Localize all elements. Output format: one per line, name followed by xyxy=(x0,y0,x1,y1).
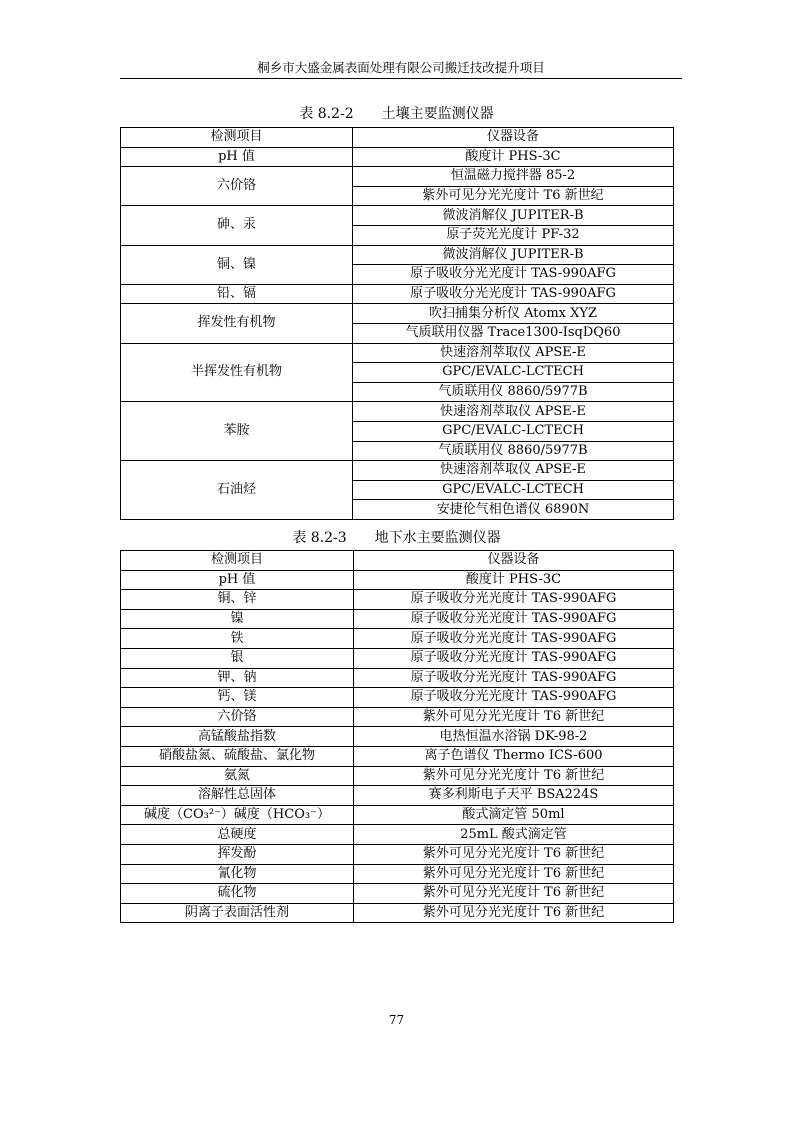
page-number: 77 xyxy=(388,1013,405,1027)
instrument-cell: 原子吸收分光光度计 TAS-990AFG xyxy=(354,609,674,629)
table-header-row xyxy=(121,551,674,571)
instrument-cell: 赛多利斯电子天平 BSA224S xyxy=(354,786,674,806)
test-item-cell: 氨氮 xyxy=(121,766,354,786)
test-item-cell: 钾、钠 xyxy=(121,668,354,688)
instrument-cell: 快速溶剂萃取仪 APSE-E xyxy=(353,343,674,363)
test-item-cell: 铜、锌 xyxy=(121,590,354,610)
table1-caption-number: 表 8.2-2 xyxy=(299,106,354,122)
table2-caption-title: 地下水主要监测仪器 xyxy=(374,530,501,546)
test-item-cell: 铜、镍 xyxy=(121,245,353,284)
table-row xyxy=(121,206,674,226)
table-row xyxy=(121,167,674,187)
table2-caption-number: 表 8.2-3 xyxy=(292,530,347,546)
table-row xyxy=(121,864,674,884)
instrument-cell: 紫外可见分光光度计 T6 新世纪 xyxy=(353,186,674,206)
test-item-cell: 六价铬 xyxy=(121,707,354,727)
soil-instrument-table xyxy=(120,127,674,520)
table-row xyxy=(121,343,674,363)
table-row xyxy=(121,707,674,727)
table-row xyxy=(121,609,674,629)
instrument-cell: 气质联用仪 8860/5977B xyxy=(353,382,674,402)
instrument-cell: 吹扫捕集分析仪 Atomx XYZ xyxy=(353,304,674,324)
table-row xyxy=(121,629,674,649)
table-row xyxy=(121,688,674,708)
table-row xyxy=(121,805,674,825)
test-item-cell: 石油烃 xyxy=(121,461,353,520)
instrument-cell: 紫外可见分光光度计 T6 新世纪 xyxy=(354,864,674,884)
instrument-cell: 原子吸收分光光度计 TAS-990AFG xyxy=(354,688,674,708)
table-row xyxy=(121,402,674,422)
column-header-instrument: 仪器设备 xyxy=(354,551,674,571)
test-item-cell: 硫化物 xyxy=(121,884,354,904)
column-header-item: 检测项目 xyxy=(121,128,353,148)
instrument-cell: 原子吸收分光光度计 TAS-990AFG xyxy=(353,265,674,285)
table-row xyxy=(121,648,674,668)
table-row xyxy=(121,668,674,688)
instrument-cell: 紫外可见分光光度计 T6 新世纪 xyxy=(354,707,674,727)
table-row xyxy=(121,245,674,265)
instrument-cell: 原子荧光光度计 PF-32 xyxy=(353,225,674,245)
table-row xyxy=(121,727,674,747)
column-header-instrument: 仪器设备 xyxy=(353,128,674,148)
instrument-cell: 紫外可见分光光度计 T6 新世纪 xyxy=(354,884,674,904)
test-item-cell: 苯胺 xyxy=(121,402,353,461)
table-row xyxy=(121,304,674,324)
instrument-cell: 原子吸收分光光度计 TAS-990AFG xyxy=(354,590,674,610)
table-row xyxy=(121,461,674,481)
test-item-cell: 砷、汞 xyxy=(121,206,353,245)
instrument-cell: 快速溶剂萃取仪 APSE-E xyxy=(353,402,674,422)
test-item-cell: 总硬度 xyxy=(121,825,354,845)
running-header: 桐乡市大盛金属表面处理有限公司搬迁技改提升项目 xyxy=(257,60,545,75)
test-item-cell: 挥发性有机物 xyxy=(121,304,353,343)
table-row xyxy=(121,590,674,610)
table1-caption-title: 土壤主要监测仪器 xyxy=(381,106,494,122)
test-item-cell: 碱度（CO₃²⁻）碱度（HCO₃⁻） xyxy=(121,805,354,825)
header-rule xyxy=(120,78,682,79)
test-item-cell: 阴离子表面活性剂 xyxy=(121,903,354,923)
table2-caption xyxy=(120,529,673,547)
instrument-cell: 紫外可见分光光度计 T6 新世纪 xyxy=(354,903,674,923)
instrument-cell: GPC/EVALC-LCTECH xyxy=(353,363,674,383)
table1-caption xyxy=(120,105,673,123)
instrument-cell: GPC/EVALC-LCTECH xyxy=(353,480,674,500)
instrument-cell: 气质联用仪 8860/5977B xyxy=(353,441,674,461)
instrument-cell: 紫外可见分光光度计 T6 新世纪 xyxy=(354,766,674,786)
test-item-cell: 银 xyxy=(121,648,354,668)
instrument-cell: 微波消解仪 JUPITER-B xyxy=(353,206,674,226)
instrument-cell: 紫外可见分光光度计 T6 新世纪 xyxy=(354,844,674,864)
instrument-cell: 原子吸收分光光度计 TAS-990AFG xyxy=(354,668,674,688)
table-row xyxy=(121,147,674,167)
table-row xyxy=(121,746,674,766)
table-row xyxy=(121,570,674,590)
test-item-cell: 半挥发性有机物 xyxy=(121,343,353,402)
column-header-item: 检测项目 xyxy=(121,551,354,571)
instrument-cell: 微波消解仪 JUPITER-B xyxy=(353,245,674,265)
table-row xyxy=(121,766,674,786)
table-header-row xyxy=(121,128,674,148)
test-item-cell: 铅、镉 xyxy=(121,284,353,304)
test-item-cell: pH 值 xyxy=(121,147,353,167)
test-item-cell: 挥发酚 xyxy=(121,844,354,864)
instrument-cell: 离子色谱仪 Thermo ICS-600 xyxy=(354,746,674,766)
instrument-cell: 酸度计 PHS-3C xyxy=(353,147,674,167)
groundwater-instrument-table xyxy=(120,550,674,923)
instrument-cell: 原子吸收分光光度计 TAS-990AFG xyxy=(353,284,674,304)
table-row xyxy=(121,284,674,304)
test-item-cell: 铁 xyxy=(121,629,354,649)
test-item-cell: 高锰酸盐指数 xyxy=(121,727,354,747)
instrument-cell: 恒温磁力搅拌器 85-2 xyxy=(353,167,674,187)
test-item-cell: 氰化物 xyxy=(121,864,354,884)
table-row xyxy=(121,786,674,806)
instrument-cell: 安捷伦气相色谱仪 6890N xyxy=(353,500,674,520)
instrument-cell: 电热恒温水浴锅 DK-98-2 xyxy=(354,727,674,747)
instrument-cell: 酸式滴定管 50ml xyxy=(354,805,674,825)
test-item-cell: 镍 xyxy=(121,609,354,629)
instrument-cell: 25mL 酸式滴定管 xyxy=(354,825,674,845)
test-item-cell: 六价铬 xyxy=(121,167,353,206)
instrument-cell: 气质联用仪器 Trace1300-IsqDQ60 xyxy=(353,323,674,343)
instrument-cell: 原子吸收分光光度计 TAS-990AFG xyxy=(354,629,674,649)
test-item-cell: 硝酸盐氮、硫酸盐、氯化物 xyxy=(121,746,354,766)
table-row xyxy=(121,825,674,845)
table-row xyxy=(121,884,674,904)
table-row xyxy=(121,903,674,923)
instrument-cell: 快速溶剂萃取仪 APSE-E xyxy=(353,461,674,481)
test-item-cell: 溶解性总固体 xyxy=(121,786,354,806)
instrument-cell: 酸度计 PHS-3C xyxy=(354,570,674,590)
instrument-cell: 原子吸收分光光度计 TAS-990AFG xyxy=(354,648,674,668)
test-item-cell: 钙、镁 xyxy=(121,688,354,708)
table-row xyxy=(121,844,674,864)
instrument-cell: GPC/EVALC-LCTECH xyxy=(353,421,674,441)
test-item-cell: pH 值 xyxy=(121,570,354,590)
